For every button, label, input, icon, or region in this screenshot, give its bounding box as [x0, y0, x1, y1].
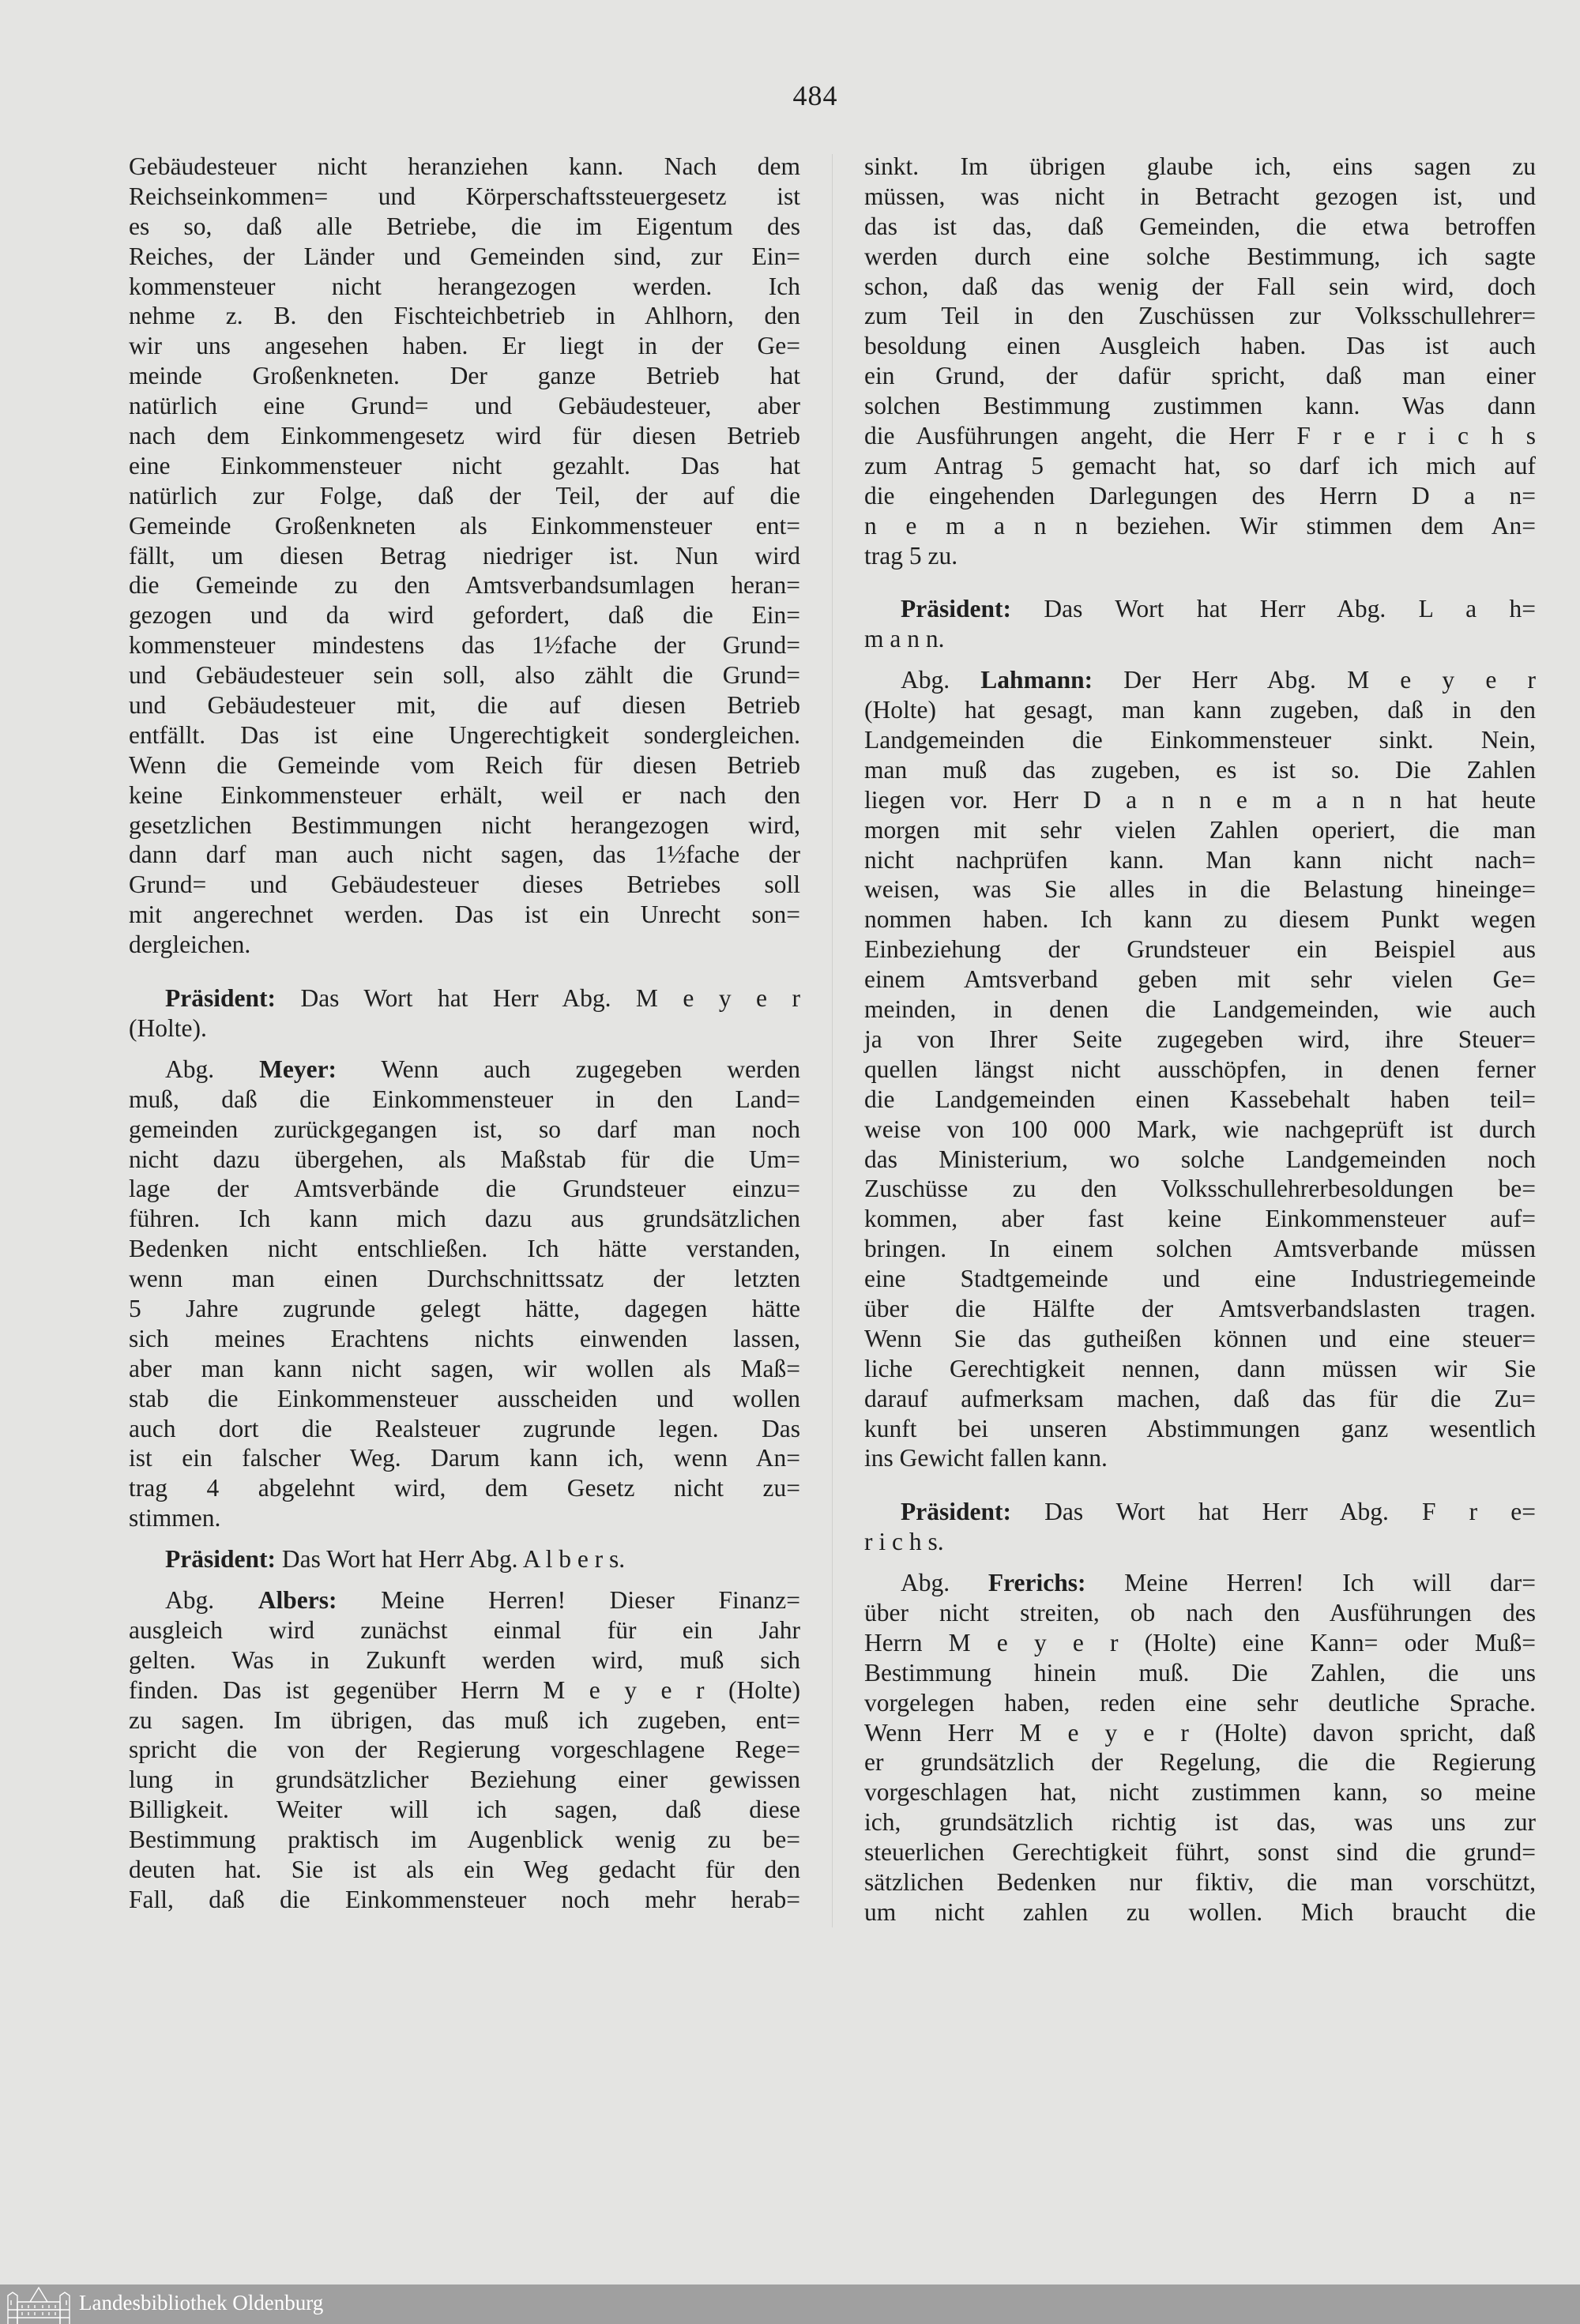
text-line: finden. Das ist gegenüber Herrn M e y e r (Holte)	[129, 1675, 800, 1704]
text-line: die Ausführungen angeht, die Herr F r e r i c h s	[864, 422, 1536, 450]
speaker-title: Abg.	[165, 1055, 260, 1083]
text-line: entfällt. Das ist eine Ungerechtigkeit sondergleichen.	[129, 720, 800, 749]
text-line: Grund= und Gebäudesteuer dieses Betriebes soll	[129, 871, 800, 899]
text-line	[864, 1568, 1536, 1598]
text-line: ein Grund, der dafür spricht, daß man einer	[864, 362, 1536, 390]
column-divider	[832, 154, 833, 1927]
speaker-name: Albers:	[258, 1585, 337, 1614]
text-line: gezogen und da wird gefordert, daß die Ein=	[129, 601, 800, 630]
president-remark	[129, 983, 800, 1044]
library-footer-bar	[0, 2285, 1580, 2324]
text-line: vorgelegen haben, reden eine sehr deutliche Sprache.	[864, 1688, 1536, 1717]
line-text: Das Wort hat Herr Abg. L a h=	[1010, 595, 1536, 623]
text-line	[864, 665, 1536, 695]
text-line: die Gemeinde zu den Amtsverbandsumlagen heran=	[129, 571, 800, 600]
text-line: nicht dazu übergehen, als Maßstab für die Um=	[129, 1145, 800, 1173]
speaker-name: Frerichs:	[988, 1569, 1086, 1597]
text-line: schon, daß das wenig der Fall sein wird, doch	[864, 272, 1536, 300]
text-line: r i c h s.	[864, 1528, 944, 1556]
text-line: solchen Bestimmung zustimmen kann. Was dann	[864, 392, 1536, 420]
text-line: Landgemeinden die Einkommensteuer sinkt. Nein,	[864, 726, 1536, 754]
text-line: (Holte).	[129, 1013, 207, 1042]
speech-paragraph	[129, 1585, 800, 1915]
text-line: einem Amtsverband geben mit sehr vielen Ge=	[864, 965, 1536, 994]
text-line: Wenn Herr M e y e r (Holte) davon spricht, daß	[864, 1718, 1536, 1747]
text-line: meinden, in denen die Landgemeinden, wie auch	[864, 995, 1536, 1024]
text-line: nach dem Einkommengesetz wird für diesen Betrieb	[129, 422, 800, 450]
text-line: wenn man einen Durchschnittssatz der letzten	[129, 1265, 800, 1293]
text-line: muß, daß die Einkommensteuer in den Land=	[129, 1085, 800, 1113]
text-line: werden durch eine solche Bestimmung, ich sagte	[864, 242, 1536, 270]
text-line: Wenn Sie das gutheißen können und eine steuer=	[864, 1324, 1536, 1352]
text-line: das ist das, daß Gemeinden, die etwa betroffen	[864, 212, 1536, 240]
text-line: deuten hat. Sie ist als ein Weg gedacht für den	[129, 1855, 800, 1883]
text-line: sinkt. Im übrigen glaube ich, eins sagen zu	[864, 152, 1536, 180]
text-line: Reichseinkommen= und Körperschaftssteuergesetz ist	[129, 182, 800, 210]
text-line: m a n n.	[864, 625, 945, 653]
text-line: kommensteuer nicht herangezogen werden. Ich	[129, 272, 800, 300]
text-line: darauf aufmerksam machen, daß das für die Zu=	[864, 1384, 1536, 1412]
text-line	[864, 594, 1536, 624]
text-line	[129, 983, 800, 1013]
text-line	[864, 1497, 1536, 1527]
text-line: n e m a n n beziehen. Wir stimmen dem An=	[864, 511, 1536, 540]
text-line: liegen vor. Herr D a n n e m a n n hat heute	[864, 785, 1536, 814]
text-line: dann darf man auch nicht sagen, das 1½fache der	[129, 840, 800, 869]
text-line: trag 4 abgelehnt wird, dem Gesetz nicht zu=	[129, 1474, 800, 1502]
text-line: zu sagen. Im übrigen, das muß ich zugeben, ent=	[129, 1705, 800, 1734]
text-line: lung in grundsätzlicher Beziehung einer gewissen	[129, 1766, 800, 1794]
text-line: Wenn die Gemeinde vom Reich für diesen Betrieb	[129, 750, 800, 779]
text-line: quellen längst nicht ausschöpfen, in denen ferner	[864, 1055, 1536, 1083]
text-line: kunft bei unseren Abstimmungen ganz wesentlich	[864, 1414, 1536, 1442]
text-line: und Gebäudesteuer mit, die auf diesen Betrieb	[129, 691, 800, 720]
text-line: nommen haben. Ich kann zu diesem Punkt wegen	[864, 905, 1536, 934]
text-line: um nicht zahlen zu wollen. Mich braucht die	[864, 1897, 1536, 1926]
text-line	[129, 1055, 800, 1085]
library-building-logo-icon	[5, 2285, 73, 2324]
text-line: (Holte) hat gesagt, man kann zugeben, daß in den	[864, 696, 1536, 724]
text-line: gesetzlichen Bestimmungen nicht herangezogen wird,	[129, 810, 800, 839]
text-line: müssen, was nicht in Betracht gezogen ist, und	[864, 182, 1536, 210]
text-line: Herrn M e y e r (Holte) eine Kann= oder Muß=	[864, 1628, 1536, 1657]
text-line: trag 5 zu.	[864, 541, 958, 570]
text-line: sätzlichen Bedenken nur fiktiv, die man vorschützt,	[864, 1867, 1536, 1896]
continued-paragraph	[129, 152, 800, 960]
speech-paragraph	[864, 665, 1536, 1473]
line-text: Das Wort hat Herr Abg. M e y e r	[275, 984, 800, 1013]
text-line: Einbeziehung der Grundsteuer ein Beispiel aus	[864, 935, 1536, 964]
text-line	[129, 1544, 800, 1574]
text-line: kommensteuer mindestens das 1½fache der Grund=	[129, 631, 800, 660]
text-line: spricht die von der Regierung vorgeschlagene Rege=	[129, 1735, 800, 1764]
president-remark	[864, 594, 1536, 654]
text-line: eine Stadtgemeinde und eine Industriegemeinde	[864, 1265, 1536, 1293]
text-line: über nicht streiten, ob nach den Ausführungen des	[864, 1598, 1536, 1626]
text-line: kommen, aber fast keine Einkommensteuer auf=	[864, 1205, 1536, 1233]
speaker-title: Abg.	[901, 666, 981, 694]
text-line: bringen. In einem solchen Amtsverbande müssen	[864, 1235, 1536, 1263]
text-line: über die Hälfte der Amtsverbandslasten tragen.	[864, 1294, 1536, 1322]
text-line: sich meines Erachtens nichts einwenden lassen,	[129, 1324, 800, 1352]
speaker-name: Präsident:	[901, 1498, 1011, 1526]
text-line: ins Gewicht fallen kann.	[864, 1444, 1108, 1472]
text-line: Gebäudesteuer nicht heranziehen kann. Nach dem	[129, 152, 800, 180]
text-line: auch dort die Realsteuer zugrunde legen. Das	[129, 1414, 800, 1442]
text-line: dergleichen.	[129, 931, 251, 959]
text-line: Bedenken nicht entschließen. Ich hätte verstanden,	[129, 1235, 800, 1263]
text-line: Billigkeit. Weiter will ich sagen, daß diese	[129, 1796, 800, 1824]
text-line: weisen, was Sie alles in die Belastung hineinge=	[864, 875, 1536, 904]
text-line: meinde Großenkneten. Der ganze Betrieb hat	[129, 362, 800, 390]
line-text: Der Herr Abg. M e y e r	[1093, 666, 1536, 694]
text-line: zum Teil in den Zuschüssen zur Volksschullehrer=	[864, 302, 1536, 330]
text-line: 5 Jahre zugrunde gelegt hätte, dagegen hätte	[129, 1294, 800, 1322]
text-line: wir uns angesehen haben. Er liegt in der Ge=	[129, 332, 800, 360]
line-text: Meine Herren! Dieser Finanz=	[337, 1585, 800, 1614]
text-line: Zuschüsse zu den Volksschullehrerbesoldungen be=	[864, 1175, 1536, 1203]
text-line: die eingehenden Darlegungen des Herrn D a n=	[864, 481, 1536, 510]
text-line: gelten. Was in Zukunft werden wird, muß sich	[129, 1645, 800, 1674]
text-line: lage der Amtsverbände die Grundsteuer einzu=	[129, 1175, 800, 1203]
text-line: Bestimmung praktisch im Augenblick wenig zu be=	[129, 1826, 800, 1854]
text-line: Reiches, der Länder und Gemeinden sind, zur Ein=	[129, 242, 800, 270]
library-name: Landesbibliothek Oldenburg	[79, 2291, 324, 2315]
speaker-name: Präsident:	[165, 984, 276, 1013]
president-remark	[129, 1544, 800, 1574]
line-text: Das Wort hat Herr Abg. A l b e r s.	[275, 1545, 626, 1574]
speech-paragraph	[864, 1568, 1536, 1927]
speaker-title: Abg.	[901, 1569, 988, 1597]
text-column-left	[129, 152, 800, 1915]
president-remark	[864, 1497, 1536, 1557]
text-line: Gemeinde Großenkneten als Einkommensteuer ent=	[129, 511, 800, 540]
text-line: die Landgemeinden einen Kassebehalt haben teil=	[864, 1085, 1536, 1113]
text-column-right	[864, 152, 1536, 1927]
text-line: nehme z. B. den Fischteichbetrieb in Ahlhorn, den	[129, 302, 800, 330]
speaker-name: Präsident:	[165, 1545, 276, 1574]
text-line: und Gebäudesteuer sein soll, also zählt die Grund=	[129, 661, 800, 690]
text-line: liche Gerechtigkeit nennen, dann müssen wir Sie	[864, 1354, 1536, 1382]
text-line: mit angerechnet werden. Das ist ein Unrecht son=	[129, 901, 800, 929]
text-line: ist ein falscher Weg. Darum kann ich, wenn An=	[129, 1444, 800, 1472]
text-line: ja von Ihrer Seite zugegeben wird, ihre Steuer=	[864, 1025, 1536, 1053]
speaker-name: Präsident:	[901, 595, 1011, 623]
text-line: natürlich eine Grund= und Gebäudesteuer, aber	[129, 392, 800, 420]
text-line: stab die Einkommensteuer ausscheiden und wollen	[129, 1384, 800, 1412]
text-line: vorgeschlagen hat, nicht zustimmen kann, so meine	[864, 1778, 1536, 1807]
text-line: Bestimmung hinein muß. Die Zahlen, die uns	[864, 1658, 1536, 1687]
text-line: fällt, um diesen Betrag niedriger ist. Nun wird	[129, 541, 800, 570]
text-line	[129, 1585, 800, 1615]
page-number: 484	[792, 80, 838, 111]
text-line: er grundsätzlich der Regelung, die die Regierung	[864, 1748, 1536, 1777]
text-line: stimmen.	[129, 1504, 221, 1532]
line-text: Wenn auch zugegeben werden	[337, 1055, 800, 1083]
text-line: ich, grundsätzlich richtig ist das, was uns zur	[864, 1808, 1536, 1837]
speaker-title: Abg.	[165, 1585, 258, 1614]
continued-paragraph	[864, 152, 1536, 570]
text-line: das Ministerium, wo solche Landgemeinden noch	[864, 1145, 1536, 1173]
text-line: gemeinden zurückgegangen ist, so darf man noch	[129, 1115, 800, 1143]
text-line: nicht nachprüfen kann. Man kann nicht nach=	[864, 845, 1536, 874]
text-line: zum Antrag 5 gemacht hat, so darf ich mich auf	[864, 451, 1536, 479]
text-line: weise von 100 000 Mark, wie nachgeprüft ist durch	[864, 1115, 1536, 1143]
text-line: führen. Ich kann mich dazu aus grundsätzlichen	[129, 1205, 800, 1233]
text-line: besoldung einen Ausgleich haben. Das ist auch	[864, 332, 1536, 360]
text-line: eine Einkommensteuer nicht gezahlt. Das hat	[129, 451, 800, 479]
text-line: Fall, daß die Einkommensteuer noch mehr herab=	[129, 1885, 800, 1913]
text-line: natürlich zur Folge, daß der Teil, der auf die	[129, 481, 800, 510]
line-text: Das Wort hat Herr Abg. F r e=	[1010, 1498, 1536, 1526]
text-line: man muß das zugeben, es ist so. Die Zahlen	[864, 755, 1536, 784]
text-line: morgen mit sehr vielen Zahlen operiert, die man	[864, 815, 1536, 844]
speaker-name: Meyer:	[259, 1055, 337, 1083]
text-line: keine Einkommensteuer erhält, weil er nach den	[129, 780, 800, 809]
text-line: steuerlichen Gerechtigkeit führt, sonst sind die grund=	[864, 1838, 1536, 1867]
text-line: es so, daß alle Betriebe, die im Eigentum des	[129, 212, 800, 240]
text-line: aber man kann nicht sagen, wir wollen als Maß=	[129, 1354, 800, 1382]
line-text: Meine Herren! Ich will dar=	[1085, 1569, 1536, 1597]
speech-paragraph	[129, 1055, 800, 1533]
text-line: ausgleich wird zunächst einmal für ein Jahr	[129, 1615, 800, 1644]
speaker-name: Lahmann:	[980, 666, 1093, 694]
